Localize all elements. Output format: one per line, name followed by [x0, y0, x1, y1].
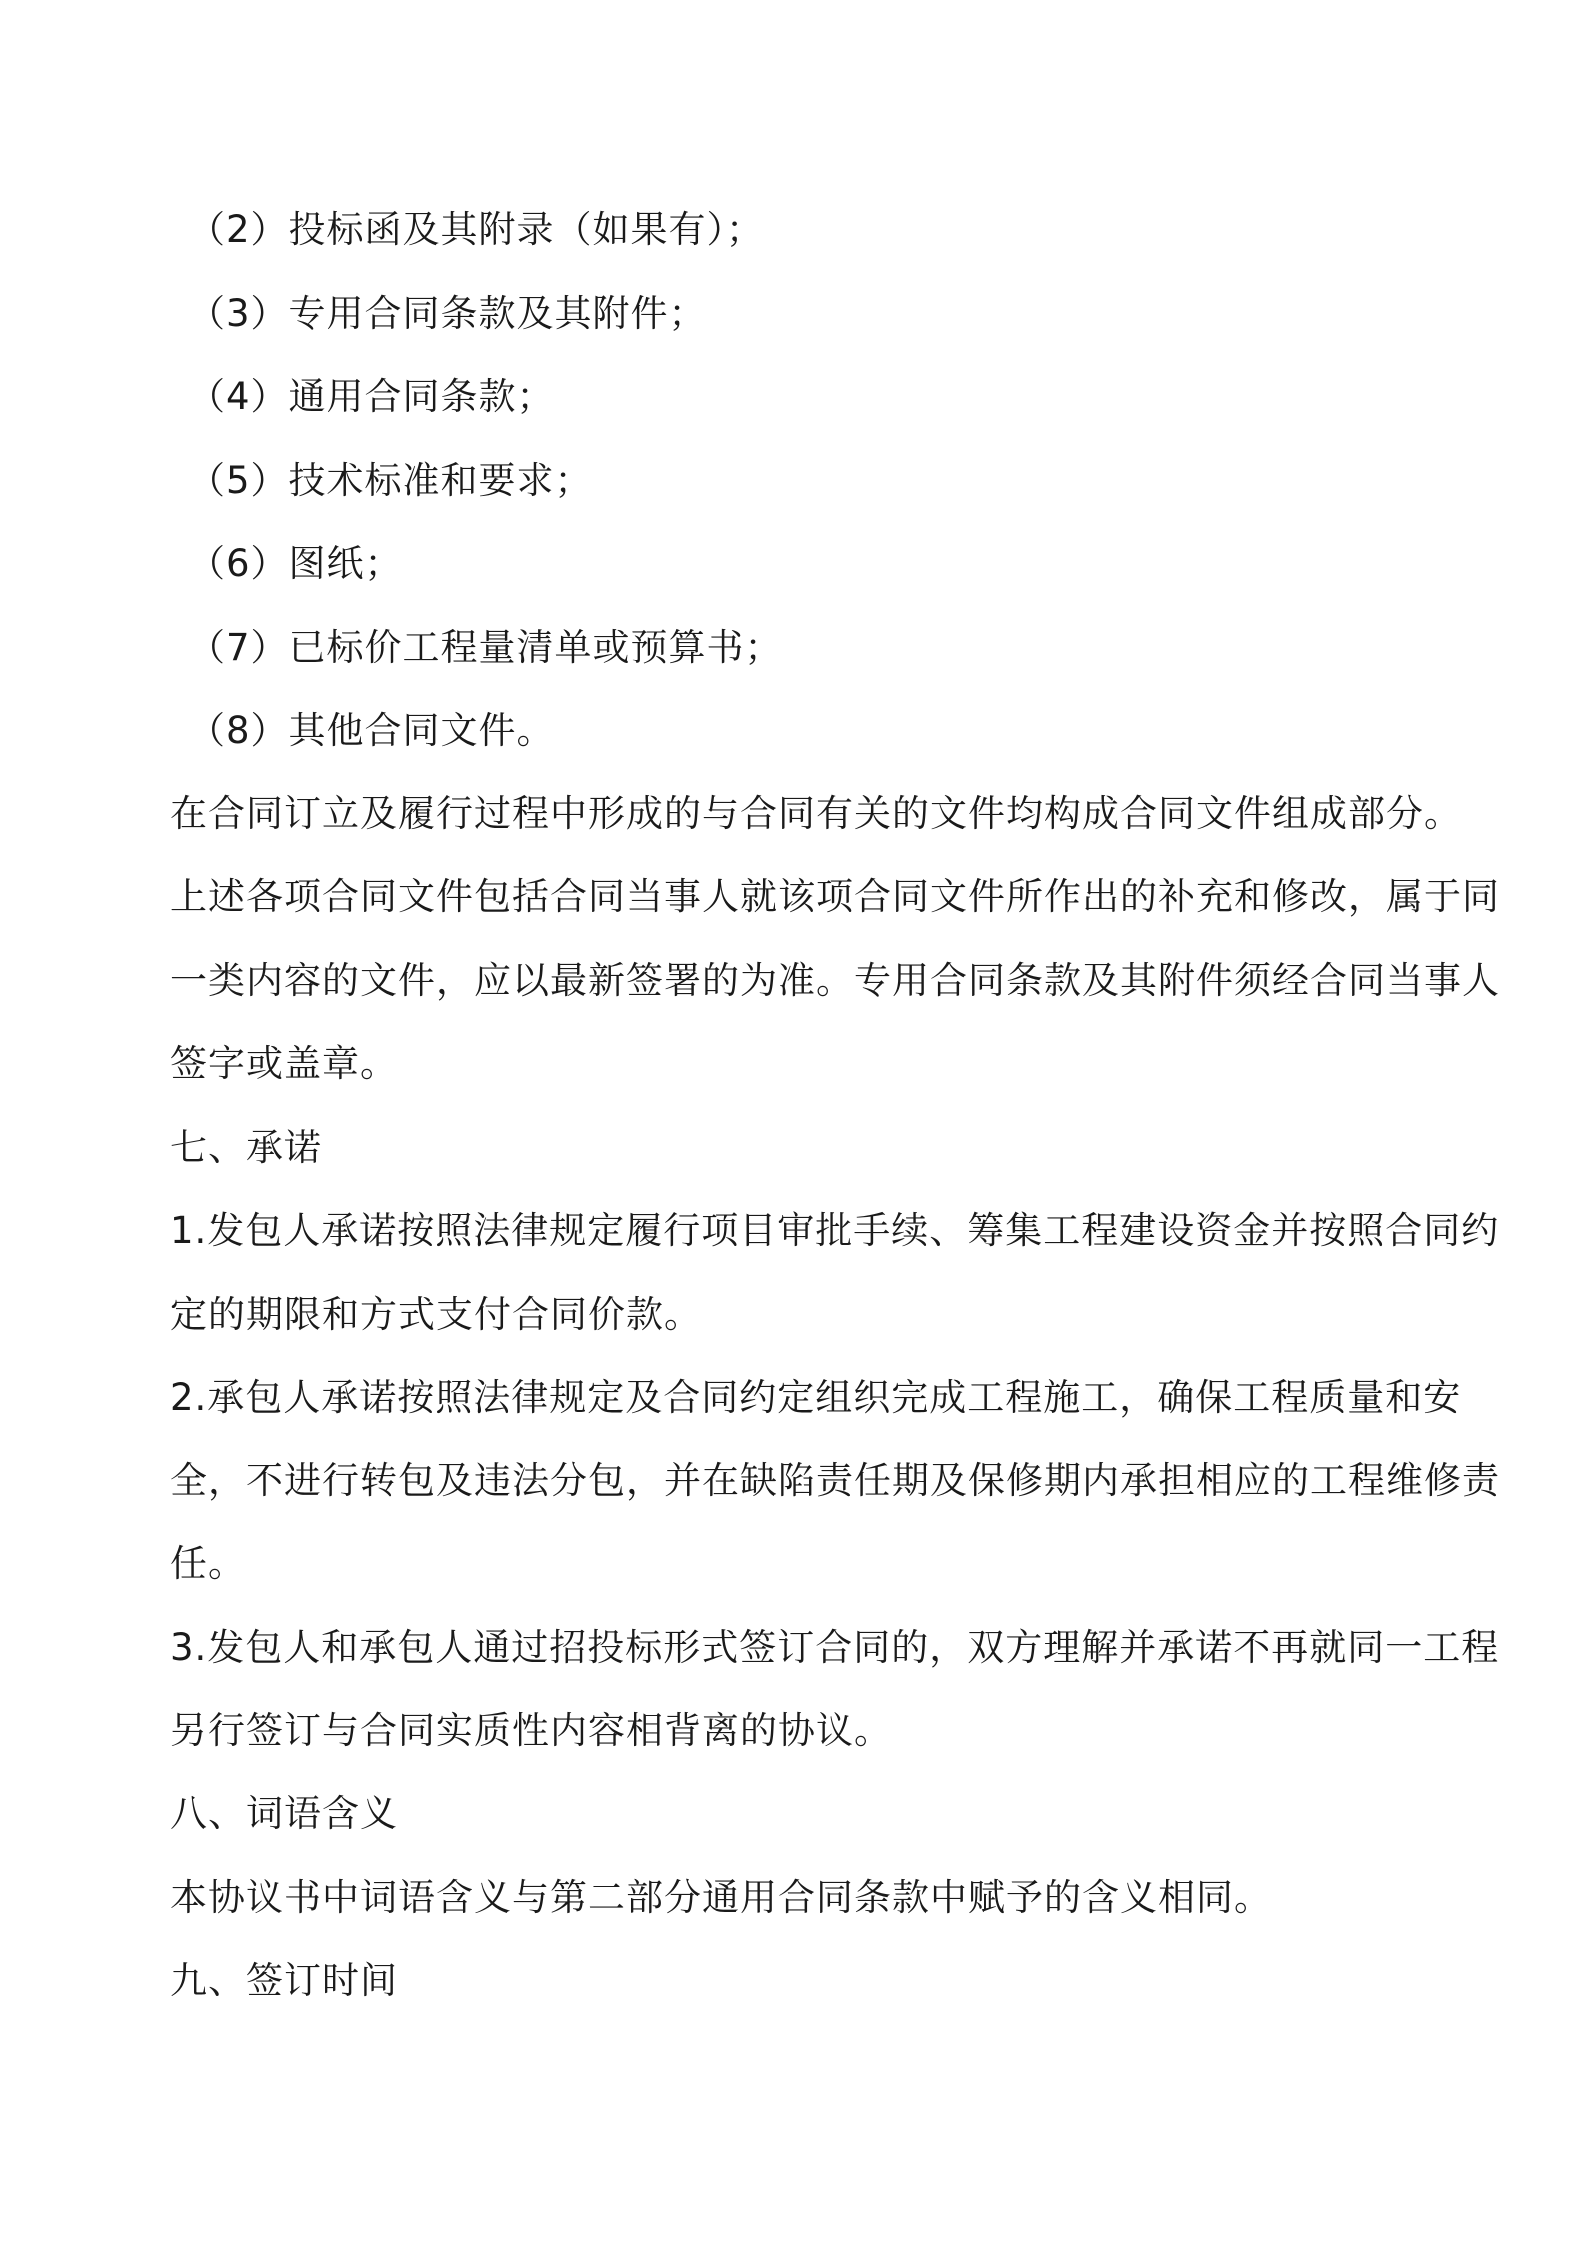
- commitment-2-line: 全，不进行转包及违法分包，并在缺陷责任期及保修期内承担相应的工程维修责: [170, 1459, 1500, 1502]
- definitions-paragraph: 本协议书中词语含义与第二部分通用合同条款中赋予的含义相同。: [170, 1876, 1272, 1919]
- commitment-3-line: 另行签订与合同实质性内容相背离的协议。: [170, 1709, 892, 1752]
- paragraph-supplement-line: 一类内容的文件，应以最新签署的为准。专用合同条款及其附件须经合同当事人: [170, 959, 1500, 1002]
- list-item: （5）技术标准和要求；: [188, 459, 593, 502]
- commitment-3-line: 3.发包人和承包人通过招投标形式签订合同的，双方理解并承诺不再就同一工程: [170, 1626, 1500, 1669]
- list-item: （4）通用合同条款；: [188, 375, 555, 418]
- commitment-2-line: 2.承包人承诺按照法律规定及合同约定组织完成工程施工，确保工程质量和安: [170, 1376, 1462, 1419]
- list-item: （3）专用合同条款及其附件；: [188, 292, 707, 335]
- list-item: （7）已标价工程量清单或预算书；: [188, 626, 783, 669]
- paragraph-supplement-line: 签字或盖章。: [170, 1042, 398, 1085]
- commitment-1-line: 定的期限和方式支付合同价款。: [170, 1293, 702, 1336]
- list-item: （8）其他合同文件。: [188, 709, 555, 752]
- commitment-2-line: 任。: [170, 1542, 246, 1585]
- section-heading-definitions: 八、词语含义: [170, 1792, 398, 1835]
- paragraph-formation: 在合同订立及履行过程中形成的与合同有关的文件均构成合同文件组成部分。: [170, 792, 1462, 835]
- list-item: （6）图纸；: [188, 542, 403, 585]
- paragraph-supplement-line: 上述各项合同文件包括合同当事人就该项合同文件所作出的补充和修改，属于同: [170, 875, 1500, 918]
- list-item: （2）投标函及其附录（如果有）；: [188, 208, 765, 251]
- section-heading-commitment: 七、承诺: [170, 1126, 322, 1169]
- commitment-1-line: 1.发包人承诺按照法律规定履行项目审批手续、筹集工程建设资金并按照合同约: [170, 1209, 1500, 1252]
- section-heading-signing-time: 九、签订时间: [170, 1959, 398, 2002]
